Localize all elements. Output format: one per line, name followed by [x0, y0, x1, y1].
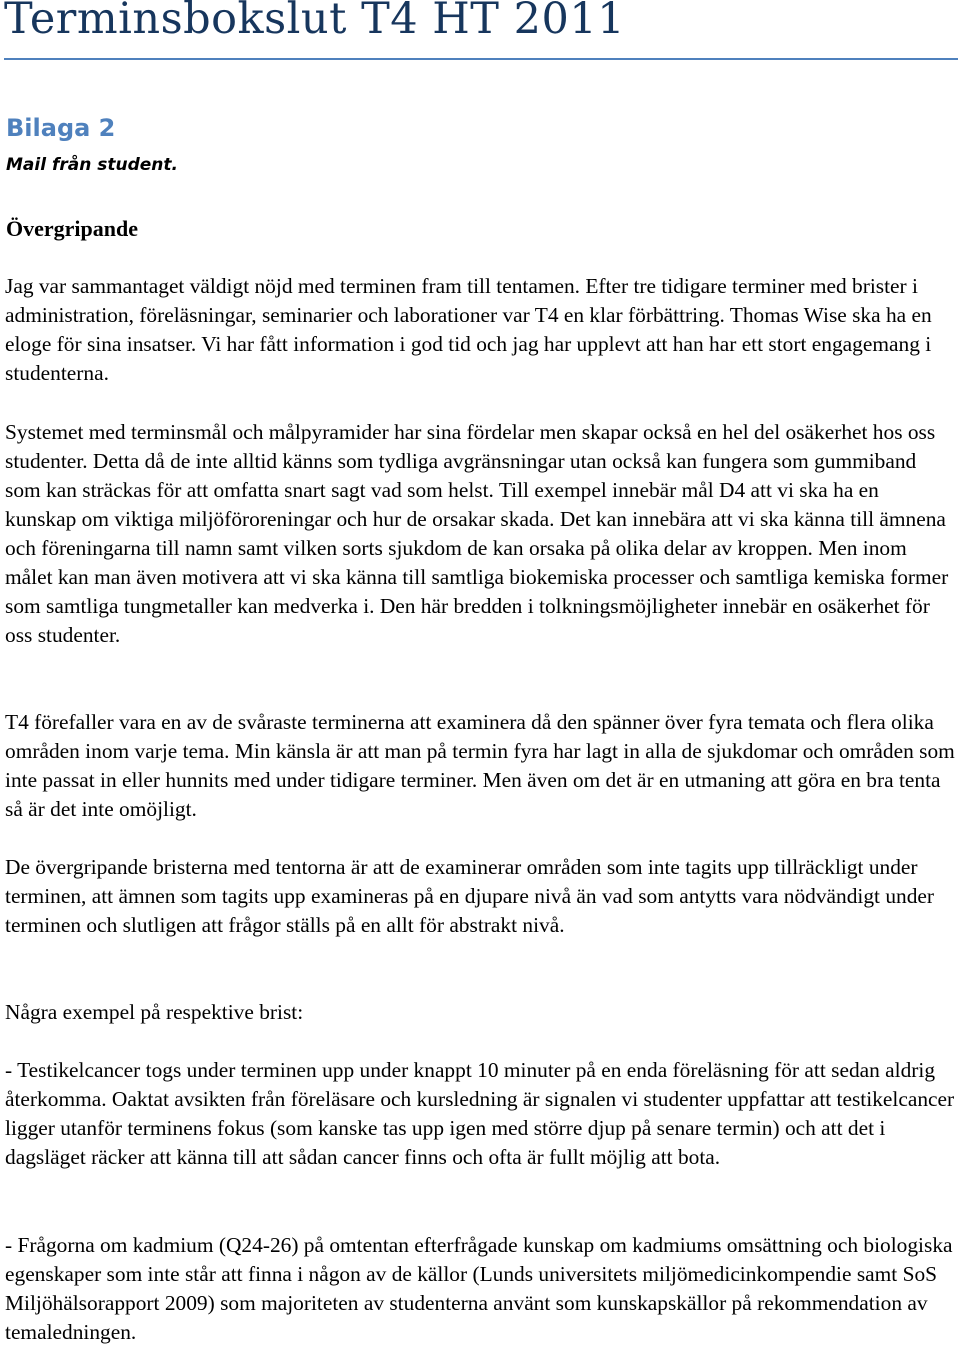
paragraph-t4-examination: T4 förefaller vara en av de svåraste terminerna att examinera då den spänner över fyra temata och flera olika områden inom varje tema. Min känsla är att man på termin fyra har lagt in alla de sjukdomar och områden som inte passat in eller hunnits med under tidigare terminer. Men även om det är en utmaning att göra en bra tenta så är det inte omöjligt.: [5, 710, 955, 821]
paragraph-term-goals: Systemet med terminsmål och målpyramider har sina fördelar men skapar också en hel del osäkerhet hos oss studenter. Detta då de inte alltid känns som tydliga avgränsningar utan också kan fungera som gummiband som kan sträckas för att omfatta snart sagt vad som helst. Till exempel innebär mål D4 att vi ska ha en kunskap om viktiga miljöföroreningar och hur de orsakar skada. Det kan innebära att vi ska känna till ämnena och föreningarna till namn samt vilken sorts sjukdom de kan orsaka på olika delar av kroppen. Men inom målet kan man även motivera att vi ska känna till samtliga biokemiska processer och samtliga kemiska former som samtliga tungmetaller kan medverka i. Den här bredden i tolkningsmöjligheter innebär en osäkerhet för oss studenter.: [5, 420, 949, 647]
title-divider: [4, 58, 958, 60]
section-heading: Bilaga 2: [6, 114, 116, 142]
subsection-heading: Övergripande: [6, 216, 138, 241]
paragraph-exam-shortcomings: De övergripande bristerna med tentorna är att de examinerar områden som inte tagits upp tillräckligt under terminen, att ämnen som tagits upp examineras på en djupare nivå än vad som antytts vara nödvändigt under terminen och slutligen att frågor ställs på en allt för abstrakt nivå.: [5, 855, 935, 937]
paragraph-example-testicular-cancer: - Testikelcancer togs under terminen upp under knappt 10 minuter på en enda föreläsning för att sedan aldrig återkomma. Oaktat avsikten från föreläsare och kursledning är signalen vi studenter uppfattar att testikelcancer ligger utanför terminens fokus (som kanske tas upp igen med större djup på senare termin) och att det i dagsläget räcker att känna till att sådan cancer finns och ofta är fullt möjlig att bota.: [5, 1058, 955, 1169]
paragraph-overall-satisfaction: Jag var sammantaget väldigt nöjd med terminen fram till tentamen. Efter tre tidigare terminer med brister i administration, föreläsningar, seminarier och laborationer var T4 en klar förbättring. Thomas Wise ska ha en eloge för sina insatser. Vi har fått information i god tid och jag har upplevt att han har ett stort engagemang i studenterna.: [5, 274, 932, 385]
paragraph-example-cadmium: - Frågorna om kadmium (Q24-26) på omtentan efterfrågade kunskap om kadmiums omsättning och biologiska egenskaper som inte står att finna i någon av de källor (Lunds universitets miljömedicinkompendie samt SoS Miljöhälsorapport 2009) som majoriteten av studenterna använt som kunskapskällor på rekommendation av temaledningen.: [5, 1233, 953, 1344]
document-title: Terminsbokslut T4 HT 2011: [4, 0, 626, 44]
subheading: Mail från student.: [6, 155, 178, 175]
paragraph-examples-intro: Några exempel på respektive brist:: [5, 1000, 304, 1024]
